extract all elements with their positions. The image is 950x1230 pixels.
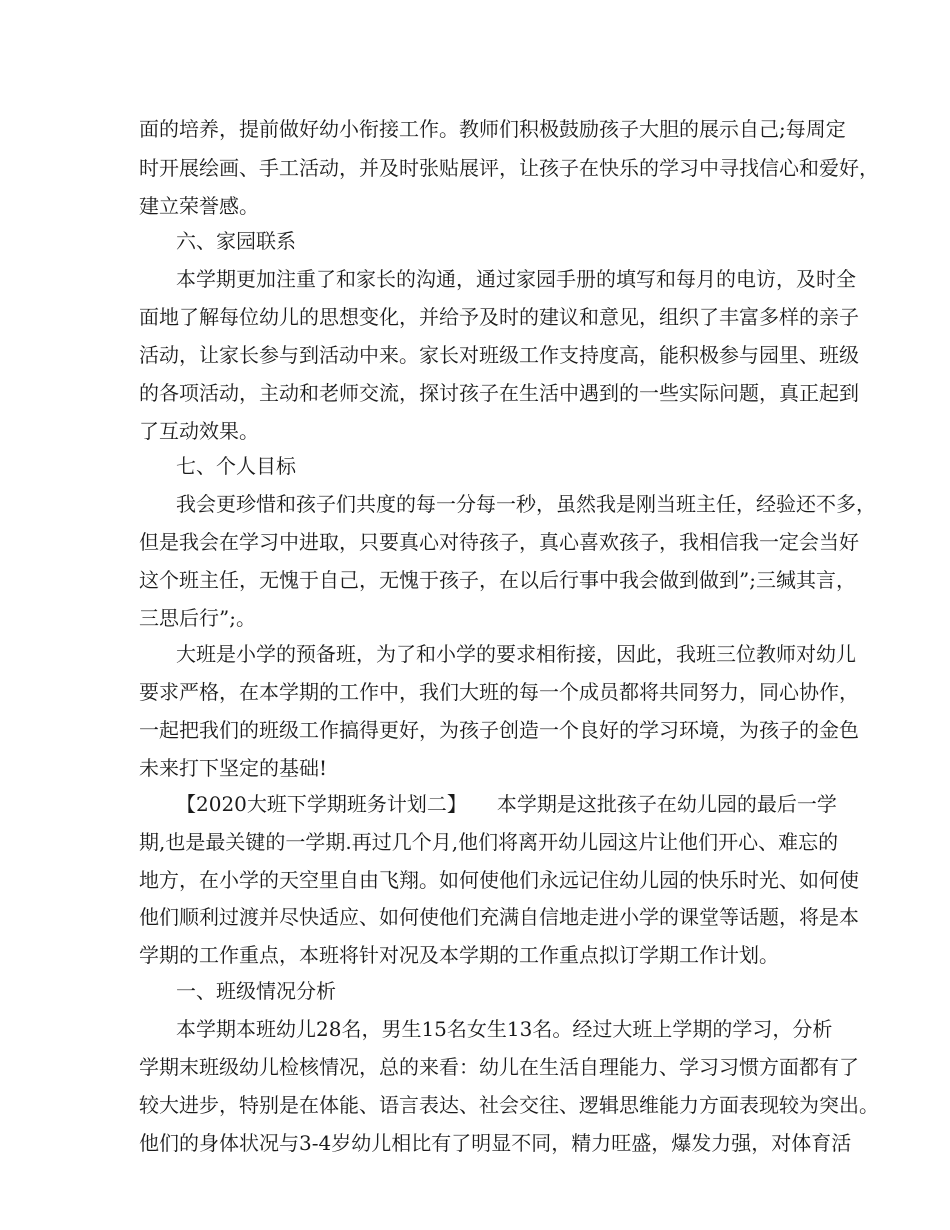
text-line: 一起把我们的班级工作搞得更好，为孩子创造一个良好的学习环境，为孩子的金色 — [139, 718, 859, 742]
text-line: 了互动效果。 — [139, 419, 259, 443]
text-line: 他们顺利过渡并尽快适应、如何使他们充满自信地走进小学的课堂等话题，将是本 — [139, 905, 859, 929]
text-line: 学期的工作重点，本班将针对况及本学期的工作重点拟订学期工作计划。 — [139, 943, 779, 967]
text-line: 面地了解每位幼儿的思想变化，并给予及时的建议和意见，组织了丰富多样的亲子 — [139, 305, 859, 329]
text-line: 但是我会在学习中进取，只要真心对待孩子，真心喜欢孩子，我相信我一定会当好 — [139, 530, 859, 554]
text-line: 建立荣誉感。 — [139, 194, 259, 218]
text-line: 期,也是最关键的一学期.再过几个月,他们将离开幼儿园这片让他们开心、难忘的 — [139, 830, 839, 854]
text-line: 的各项活动，主动和老师交流，探讨孩子在生活中遇到的一些实际问题，真正起到 — [139, 381, 859, 405]
text-line: 时开展绘画、手工活动，并及时张贴展评，让孩子在快乐的学习中寻找信心和爱好， — [139, 156, 879, 180]
text-line: 这个班主任，无愧于自己，无愧于孩子，在以后行事中我会做到做到”;三缄其言， — [139, 568, 856, 592]
section-heading: 七、个人目标 — [176, 454, 296, 478]
text-line: 活动，让家长参与到活动中来。家长对班级工作支持度高，能积极参与园里、班级 — [139, 343, 859, 367]
text-line: 面的培养，提前做好幼小衔接工作。教师们积极鼓励孩子大胆的展示自己;每周定 — [139, 117, 846, 141]
text-line: 本学期本班幼儿28名，男生15名女生13名。经过大班上学期的学习，分析 — [176, 1017, 833, 1041]
text-line: 本学期更加注重了和家长的沟通，通过家园手册的填写和每月的电访，及时全 — [176, 267, 856, 291]
text-line: 大班是小学的预备班，为了和小学的要求相衔接，因此，我班三位教师对幼儿 — [176, 642, 856, 666]
section-heading: 六、家园联系 — [176, 229, 296, 253]
text-line: 要求严格，在本学期的工作中，我们大班的每一个成员都将共同努力，同心协作， — [139, 680, 859, 704]
text-line: 【2020大班下学期班务计划二】 本学期是这批孩子在幼儿园的最后一学 — [176, 792, 837, 816]
text-line: 我会更珍惜和孩子们共度的每一分每一秒，虽然我是刚当班主任，经验还不多， — [176, 492, 876, 516]
text-line: 未来打下坚定的基础! — [139, 756, 328, 780]
text-line: 三思后行”;。 — [139, 606, 256, 630]
text-line: 较大进步，特别是在体能、语言表达、社会交往、逻辑思维能力方面表现较为突出。 — [139, 1093, 879, 1117]
text-line: 地方，在小学的天空里自由飞翔。如何使他们永远记住幼儿园的快乐时光、如何使 — [139, 868, 859, 892]
text-line: 学期末班级幼儿检核情况，总的来看：幼儿在生活自理能力、学习习惯方面都有了 — [139, 1055, 859, 1079]
section-heading: 一、班级情况分析 — [176, 979, 336, 1003]
text-line: 他们的身体状况与3-4岁幼儿相比有了明显不同，精力旺盛，爆发力强，对体育活 — [139, 1131, 852, 1155]
